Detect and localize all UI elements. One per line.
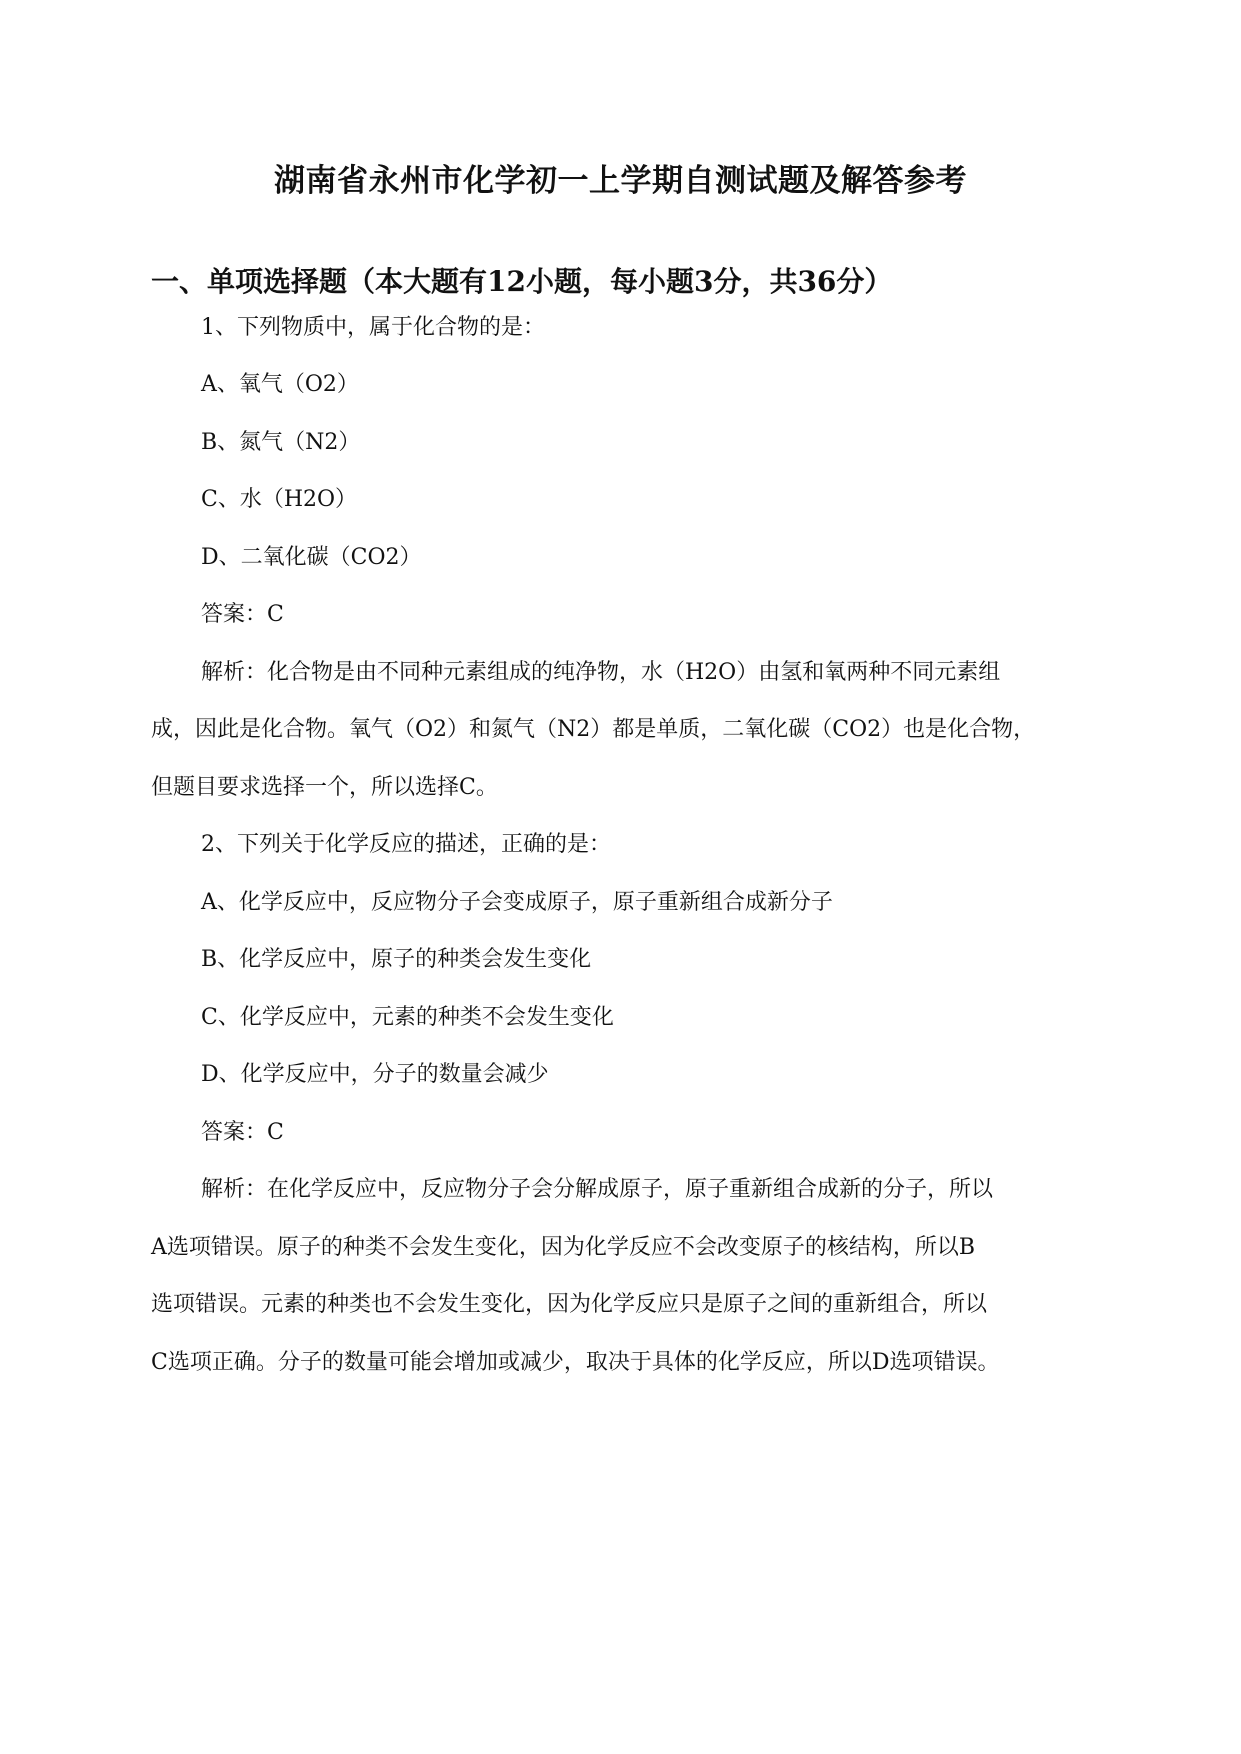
question-1-analysis-line: 成，因此是化合物。氧气（O2）和氮气（N2）都是单质，二氧化碳（CO2）也是化合物，	[151, 717, 1036, 742]
question-1-option-d: D、二氧化碳（CO2）	[201, 545, 422, 570]
document-title: 湖南省永州市化学初一上学期自测试题及解答参考	[274, 163, 967, 199]
question-1-analysis-line: 但题目要求选择一个，所以选择C。	[151, 775, 498, 800]
question-2-analysis-line: 解析：在化学反应中，反应物分子会分解成原子，原子重新组合成新的分子，所以	[201, 1177, 994, 1202]
question-2-analysis-line: A选项错误。原子的种类不会发生变化，因为化学反应不会改变原子的核结构，所以B	[151, 1235, 976, 1260]
question-1-option-b: B、氮气（N2）	[201, 430, 361, 455]
question-2-option-a: A、化学反应中，反应物分子会变成原子，原子重新组合成新分子	[201, 890, 833, 915]
question-2-answer: 答案：C	[201, 1120, 284, 1145]
question-1-option-c: C、水（H2O）	[201, 487, 358, 512]
question-2-option-d: D、化学反应中，分子的数量会减少	[201, 1062, 549, 1087]
question-2-analysis-line: C选项正确。分子的数量可能会增加或减少，取决于具体的化学反应，所以D选项错误。	[151, 1350, 1000, 1375]
section-heading: 一、单项选择题（本大题有12小题，每小题3分，共36分）	[151, 265, 893, 298]
question-1-answer: 答案：C	[201, 602, 284, 627]
question-2-option-c: C、化学反应中，元素的种类不会发生变化	[201, 1005, 614, 1030]
question-2-analysis-line: 选项错误。元素的种类也不会发生变化，因为化学反应只是原子之间的重新组合，所以	[151, 1292, 988, 1317]
question-1-analysis-line: 解析：化合物是由不同种元素组成的纯净物，水（H2O）由氢和氧两种不同元素组	[201, 660, 1001, 685]
question-2-stem: 2、下列关于化学反应的描述，正确的是：	[201, 832, 611, 857]
question-1-option-a: A、氧气（O2）	[201, 372, 359, 397]
question-2-option-b: B、化学反应中，原子的种类会发生变化	[201, 947, 592, 972]
question-1-stem: 1、下列物质中，属于化合物的是：	[201, 315, 545, 340]
